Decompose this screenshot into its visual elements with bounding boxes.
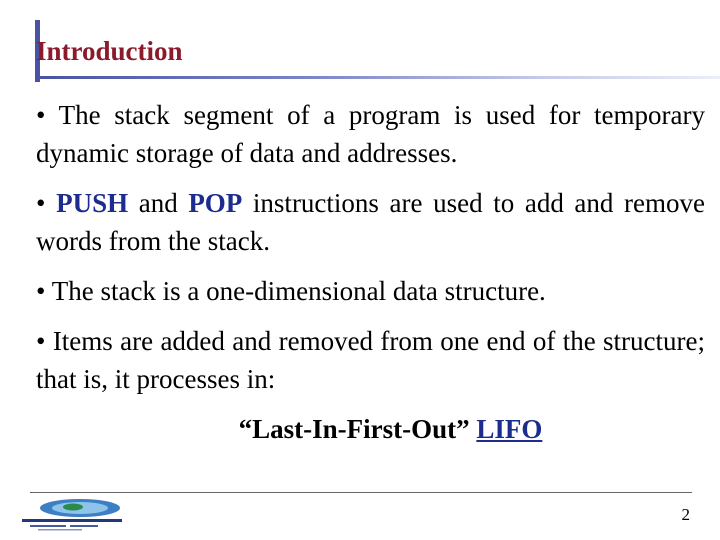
bullet-marker: •	[36, 276, 46, 306]
lifo-close-quote: ”	[456, 414, 470, 444]
pop-keyword: POP	[188, 188, 243, 218]
bullet-marker: •	[36, 326, 46, 356]
bullet-2	[36, 184, 705, 260]
bullet-4	[36, 322, 705, 398]
page-number: 2	[681, 505, 690, 524]
lifo-abbreviation: LIFO	[476, 414, 543, 444]
lifo-open-quote: “	[238, 414, 253, 444]
bullet-3	[36, 272, 705, 310]
slide-title: Introduction	[36, 36, 183, 66]
lifo-phrase: Last-In-First-Out	[252, 414, 457, 444]
bullet-4-text: Items are added and removed from one end of the structure; that is, it processes in:	[36, 326, 706, 394]
bullet-marker: •	[36, 100, 46, 130]
bullet-2-text: instructions are used to add and remove words from the stack.	[36, 188, 705, 256]
title-underline-rule	[35, 76, 720, 79]
bullet-3-text: The stack is a one-dimensional data structure.	[51, 276, 546, 306]
lifo-line	[36, 410, 705, 448]
bullet-1	[36, 96, 705, 172]
bullet-2-and: and	[128, 188, 189, 218]
footer-rule	[30, 492, 692, 493]
university-logo-icon	[18, 495, 126, 535]
slide-content	[36, 96, 705, 448]
bullet-marker: •	[36, 188, 46, 218]
bullet-1-text: The stack segment of a program is used for temporary dynamic storage of data and addresses.	[36, 100, 705, 168]
push-keyword: PUSH	[56, 188, 129, 218]
